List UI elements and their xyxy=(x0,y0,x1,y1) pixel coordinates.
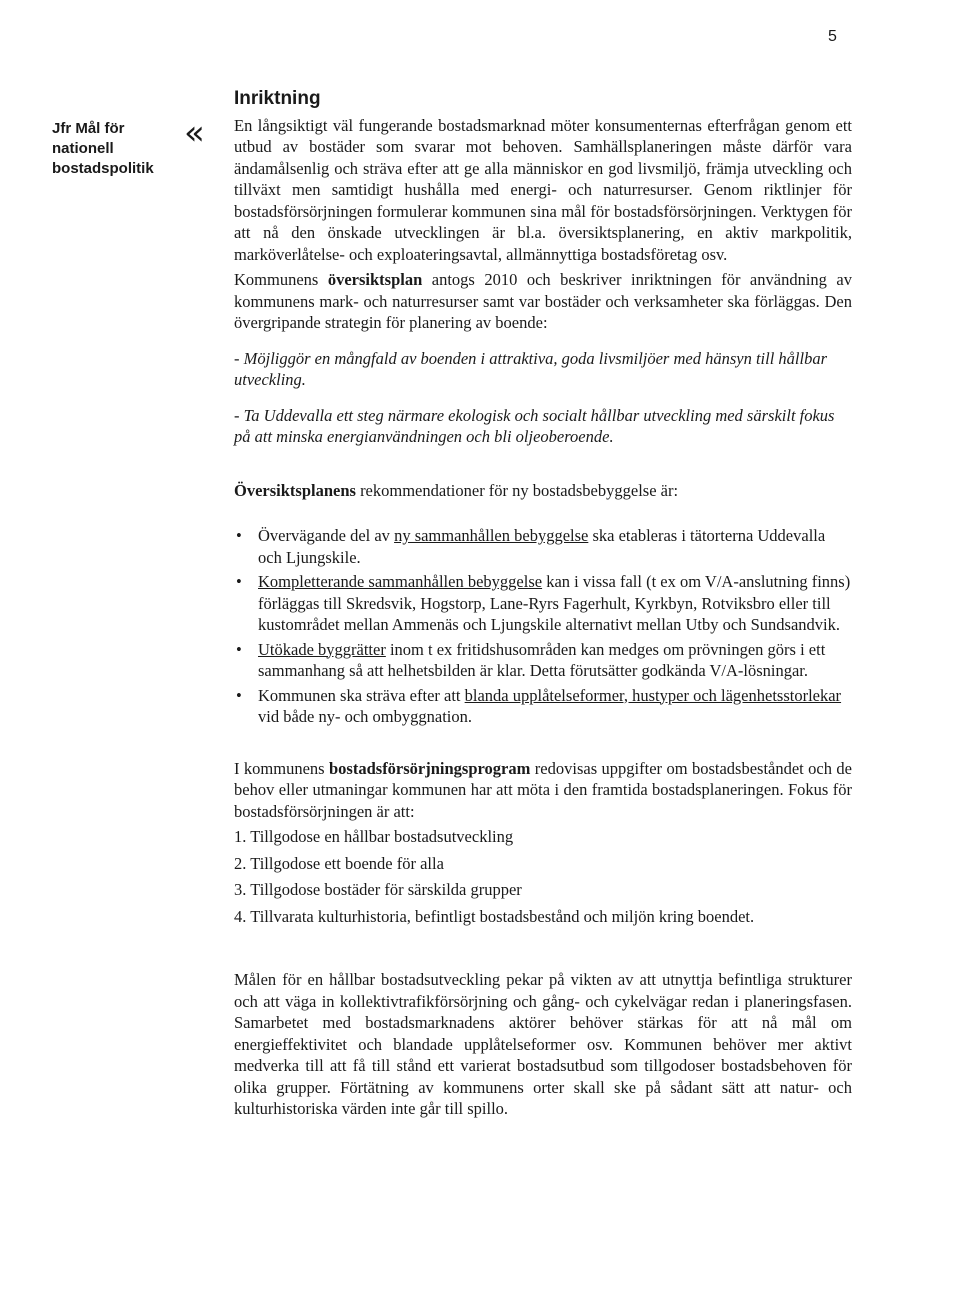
underlined-term: Kompletterande sammanhållen bebyggelse xyxy=(258,572,543,591)
recommendations-list xyxy=(234,525,852,728)
text-run: I kommunens xyxy=(234,758,329,778)
strategy-quote: - Möjliggör en mångfald av boenden i attraktiva, goda livsmiljöer med hänsyn till hållbar utveckling. xyxy=(234,348,828,389)
text-run: Övervägande del av xyxy=(258,526,395,545)
text-run: inom t ex fritidshusområden kan medges om prövningen görs i ett sammanhang så att helhetsbilden är klar. Detta förutsätter godkända V/A-lösningar. xyxy=(258,639,826,680)
margin-note-line: nationell xyxy=(52,140,114,157)
numbered-item: 3. Tillgodose bostäder för särskilda grupper xyxy=(234,880,522,899)
section-heading: Inriktning xyxy=(234,88,321,109)
text-run: kan i vissa fall (t ex om V/A-anslutning finns) förläggas till Skredsvik, Hogstorp, Lane-Ryrs Fagerhult, Kyrkbyn, Rotviksbro eller till kustområdet mellan Ammenäs och Ljungskile alternativt mellan Utby och Sundsandvik. xyxy=(258,572,851,634)
bold-term: Översiktsplanens xyxy=(234,480,356,500)
numbered-item: 1. Tillgodose en hållbar bostadsutveckling xyxy=(234,827,514,846)
bold-term: översiktsplan xyxy=(327,270,423,289)
document-body xyxy=(234,88,852,1120)
text-run: rekommendationer för ny bostadsbebyggelse är: xyxy=(355,480,679,500)
margin-note-line: Jfr Mål för xyxy=(52,120,125,137)
underlined-term: Utökade byggrätter xyxy=(258,639,386,659)
housing-program-paragraph xyxy=(234,758,852,823)
focus-list xyxy=(234,826,852,927)
bullet-icon: • xyxy=(236,572,242,591)
margin-note-line: bostadspolitik xyxy=(52,160,154,177)
final-paragraph: Målen för en hållbar bostadsutveckling pekar på vikten av att utnyttja befintliga strukturer och att väga in kollektivtrafikförsörjning och gång- och cykelvägar redan i planeringsfasen. Samarbetet med bostadsmarknadens aktörer behöver stärkas för att nå mål om energieffektivitet och blandade upplåtelseformer osv. Kommunen behöver mer aktivt medverka till att få till stånd ett varierat bostadsutbud som tillgodoser bostadsbehoven för olika grupper. Förtätning av kommunens orter skall ske på sådant sätt att natur- och kulturhistoriska värden inte går till spillo. xyxy=(234,970,852,1118)
overview-plan-paragraph xyxy=(234,269,852,334)
list-item xyxy=(234,639,852,682)
bold-term: bostadsförsörjningsprogram xyxy=(329,758,531,778)
text-run: vid både ny- och ombyggnation. xyxy=(258,707,473,726)
double-chevron-left-icon: « xyxy=(184,113,205,153)
list-item xyxy=(234,685,852,728)
bullet-icon: • xyxy=(236,685,242,705)
text-run: ska etableras i tätorterna Uddevalla och Ljungskile. xyxy=(258,526,826,567)
bullet-icon: • xyxy=(236,526,242,545)
strategy-quote: - Ta Uddevalla ett steg närmare ekologisk och socialt hållbar utveckling med särskilt fokus på att minska energianvändningen och bli oljeoberoende. xyxy=(234,405,835,446)
list-item xyxy=(234,571,852,636)
margin-note xyxy=(52,119,182,179)
intro-paragraph: En långsiktigt väl fungerande bostadsmarknad möter konsumenternas efterfrågan genom ett utbud av bostäder som svarar mot behoven. Samhällsplaneringen måste därför vara ändamålsenlig och sträva efter att ge alla människor en god livsmiljö, främja utveckling och tillväxt men samtidigt hushålla med energi- och naturresurser. Genom riktlinjer för bostadsförsörjningen formulerar kommunen sina mål för bostadsförsörjningen. Verktygen för att nå den önskade utvecklingen är bl.a. översiktsplanering, en aktiv markpolitik, marköverlåtelse- och exploateringsavtal, allmännyttiga bostadsföretag osv. xyxy=(234,115,852,264)
recommendations-heading xyxy=(234,480,852,502)
page-number: 5 xyxy=(828,28,837,45)
text-run: redovisas uppgifter om bostadsbeståndet och de behov eller utmaningar kommunen har att möta i den framtida bostadsplaneringen. Fokus för bostadsförsörjningen är att: xyxy=(234,758,852,821)
bullet-icon: • xyxy=(236,639,242,659)
underlined-term: ny sammanhållen bebyggelse xyxy=(394,526,589,545)
text-run: antogs 2010 och beskriver inriktningen för användning av kommunens mark- och naturresurser samt var bostäder och verksamheter ska förläggas. Den övergripande strategin för planering av boende: xyxy=(234,270,852,332)
numbered-item: 4. Tillvarata kulturhistoria, befintligt bostadsbestånd och miljön kring boendet. xyxy=(234,906,755,926)
underlined-term: blanda upplåtelseformer, hustyper och lägenhetsstorlekar xyxy=(464,685,842,705)
text-run: Kommunen ska sträva efter att xyxy=(258,685,465,705)
list-item xyxy=(234,525,852,568)
numbered-item: 2. Tillgodose ett boende för alla xyxy=(234,853,444,873)
text-run: Kommunens xyxy=(234,270,328,289)
